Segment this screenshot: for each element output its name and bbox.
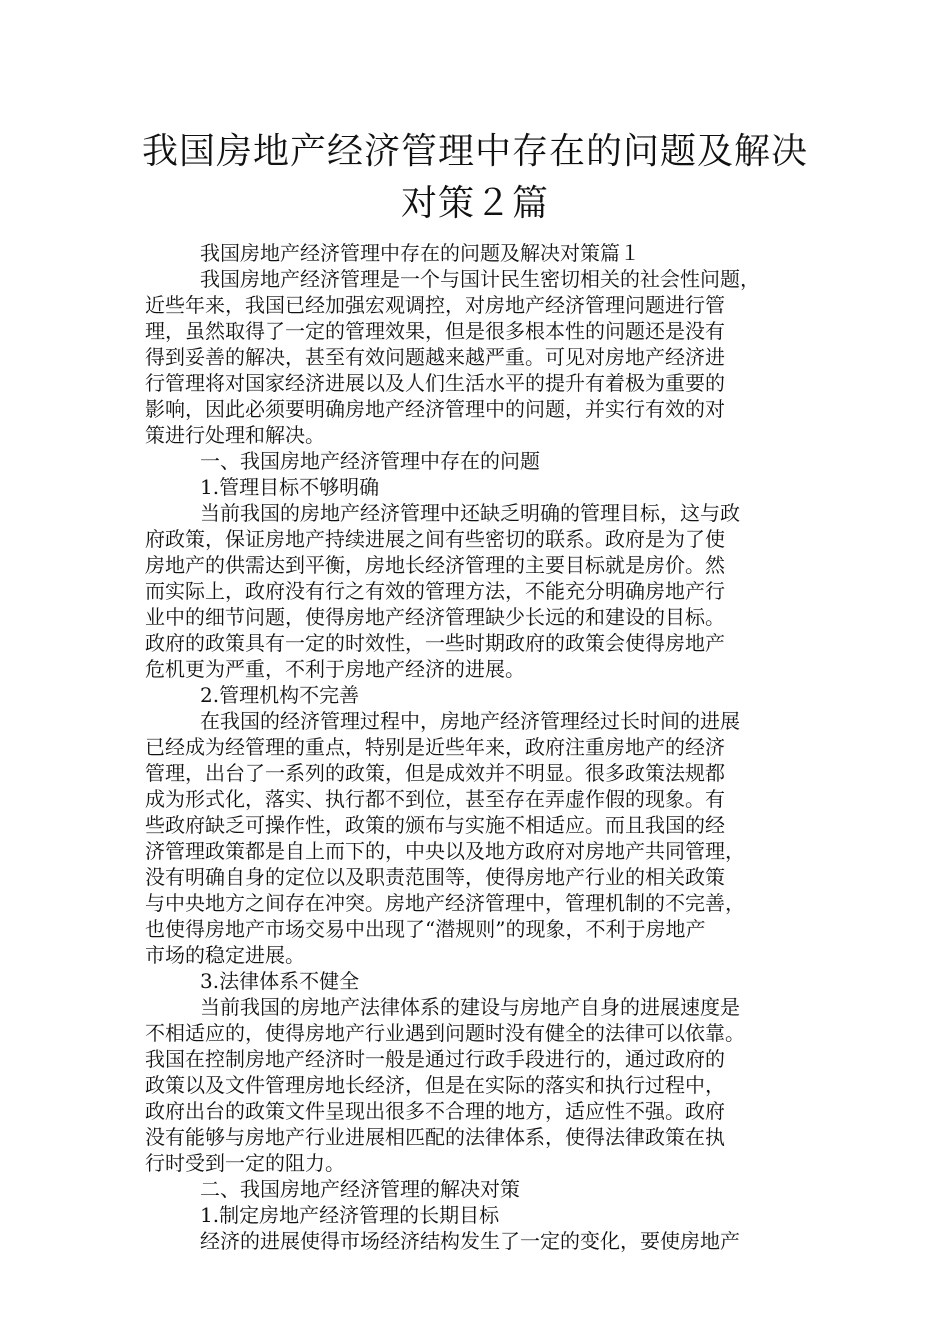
document-title	[140, 126, 810, 230]
title-line-2: 对策２篇	[400, 183, 549, 224]
text-line: 策进行处理和解决。	[145, 423, 325, 447]
text-line: 理，虽然取得了一定的管理效果，但是很多根本性的问题还是没有	[145, 319, 725, 343]
text-line: 与中央地方之间存在冲突。房地产经济管理中，管理机制的不完善，	[145, 891, 745, 915]
text-line: 在我国的经济管理过程中，房地产经济管理经过长时间的进展	[200, 709, 740, 733]
text-line: 府政策，保证房地产持续进展之间有些密切的联系。政府是为了使	[145, 527, 725, 551]
text-line: 没有明确自身的定位以及职责范围等，使得房地产行业的相关政策	[145, 865, 725, 889]
text-line: 我国房地产经济管理中存在的问题及解决对策篇１	[200, 241, 640, 265]
text-line: 而实际上，政府没有行之有效的管理方法，不能充分明确房地产行	[145, 579, 725, 603]
document-body	[145, 240, 805, 1254]
text-line: 3.法律体系不健全	[200, 969, 360, 993]
text-line: 行管理将对国家经济进展以及人们生活水平的提升有着极为重要的	[145, 371, 725, 395]
text-line: 当前我国的房地产经济管理中还缺乏明确的管理目标，这与政	[200, 501, 740, 525]
text-line: 2.管理机构不完善	[200, 683, 360, 707]
text-line: 些政府缺乏可操作性，政策的颁布与实施不相适应。而且我国的经	[145, 813, 725, 837]
text-line: 影响，因此必须要明确房地产经济管理中的问题，并实行有效的对	[145, 397, 725, 421]
text-line: 已经成为经管理的重点，特别是近些年来，政府注重房地产的经济	[145, 735, 725, 759]
text-line: 济管理政策都是自上而下的，中央以及地方政府对房地产共同管理，	[145, 839, 745, 863]
text-line: 政策以及文件管理房地长经济，但是在实际的落实和执行过程中，	[145, 1073, 725, 1097]
text-line: 1.制定房地产经济管理的长期目标	[200, 1203, 500, 1227]
text-line: 危机更为严重，不利于房地产经济的进展。	[145, 657, 525, 681]
text-line: 不相适应的，使得房地产行业遇到问题时没有健全的法律可以依靠。	[145, 1021, 745, 1045]
text-line: 我国房地产经济管理是一个与国计民生密切相关的社会性问题，	[200, 267, 760, 291]
text-line: 房地产的供需达到平衡，房地长经济管理的主要目标就是房价。然	[145, 553, 725, 577]
text-line: 管理，出台了一系列的政策，但是成效并不明显。很多政策法规都	[145, 761, 725, 785]
text-line: 政府的政策具有一定的时效性，一些时期政府的政策会使得房地产	[145, 631, 725, 655]
text-line: 得到妥善的解决，甚至有效问题越来越严重。可见对房地产经济进	[145, 345, 725, 369]
text-line: 市场的稳定进展。	[145, 943, 305, 967]
text-line: 没有能够与房地产行业进展相匹配的法律体系，使得法律政策在执	[145, 1125, 725, 1149]
text-line: 1.管理目标不够明确	[200, 475, 380, 499]
title-line-1: 我国房地产经济管理中存在的问题及解决	[141, 131, 808, 172]
text-line: 近些年来，我国已经加强宏观调控，对房地产经济管理问题进行管	[145, 293, 725, 317]
text-line: 当前我国的房地产法律体系的建设与房地产自身的进展速度是	[200, 995, 740, 1019]
text-line: 二、我国房地产经济管理的解决对策	[200, 1177, 520, 1201]
text-line: 我国在控制房地产经济时一般是通过行政手段进行的，通过政府的	[145, 1047, 725, 1071]
text-line: 行时受到一定的阻力。	[145, 1151, 345, 1175]
text-line: 一、我国房地产经济管理中存在的问题	[200, 449, 540, 473]
text-line: 业中的细节问题，使得房地产经济管理缺少长远的和建设的目标。	[145, 605, 725, 629]
text-line: 政府出台的政策文件呈现出很多不合理的地方，适应性不强。政府	[145, 1099, 725, 1123]
text-line: 经济的进展使得市场经济结构发生了一定的变化，要使房地产	[200, 1229, 740, 1253]
text-line: 成为形式化，落实、执行都不到位，甚至存在弄虚作假的现象。有	[145, 787, 725, 811]
text-line: 也使得房地产市场交易中出现了“潜规则”的现象，不利于房地产	[145, 917, 706, 941]
